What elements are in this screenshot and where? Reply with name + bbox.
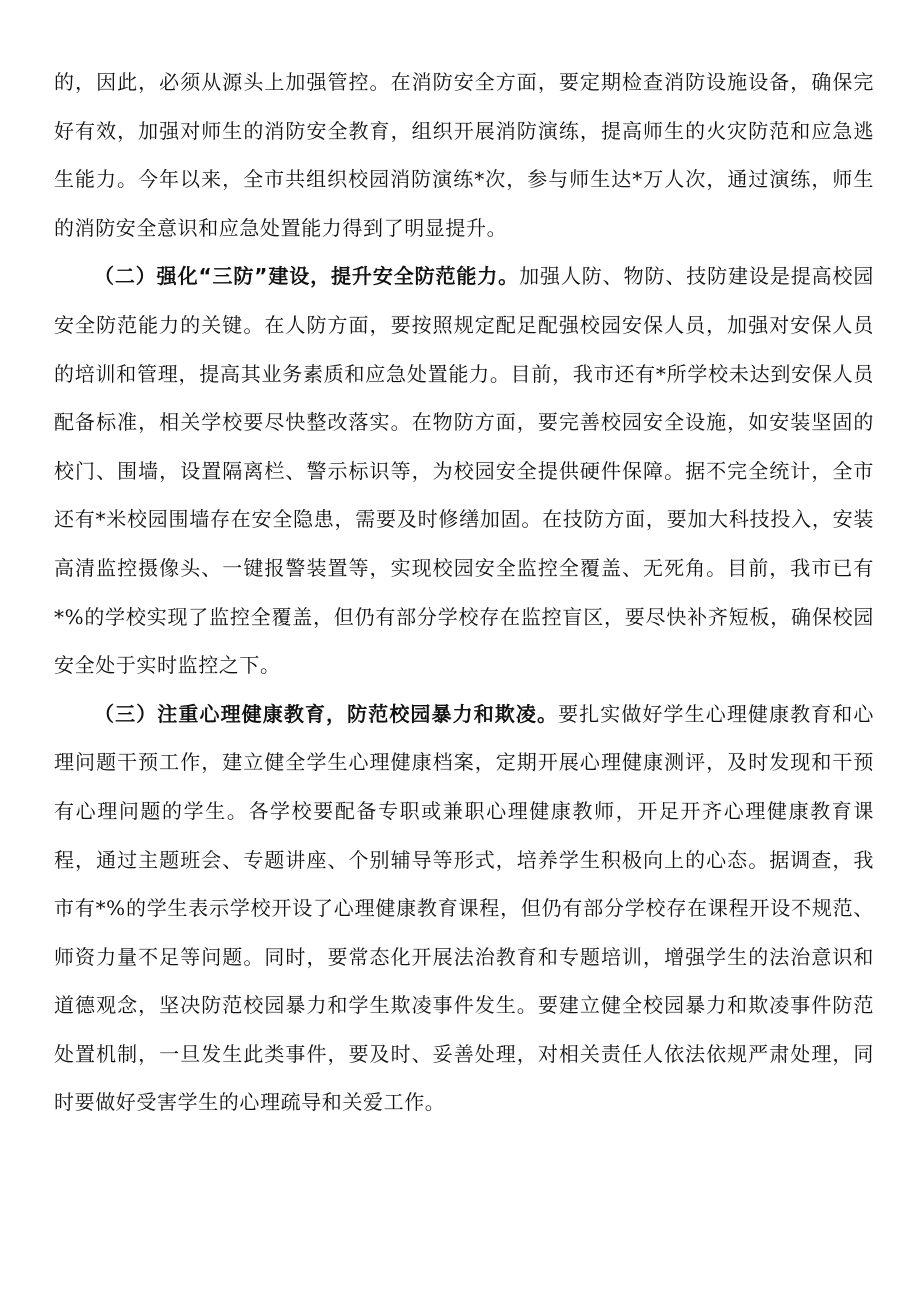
paragraph-continuation [54,58,874,252]
section-heading: （二）强化“三防”建设，提升安全防范能力。 [94,264,520,289]
paragraph-body: 加强人防、物防、技防建设是提高校园安全防范能力的关键。在人防方面，要按照规定配足配强校园安保人员，加强对安保人员的培训和管理，提高其业务素质和应急处置能力。目前，我市还有*所学校未达到安保人员配备标准，相关学校要尽快整改落实。在物防方面，要完善校园安全设施，如安装坚固的校门、围墙，设置隔离栏、警示标识等，为校园安全提供硬件保障。据不完全统计，全市还有*米校园围墙存在安全隐患，需要及时修缮加固。在技防方面，要加大科技投入，安装高清监控摄像头、一键报警装置等，实现校园安全监控全覆盖、无死角。目前，我市已有*%的学校实现了监控全覆盖，但仍有部分学校存在监控盲区，要尽快补齐短板，确保校园安全处于实时监控之下。 [54,264,875,678]
paragraph-body: 的，因此，必须从源头上加强管控。在消防安全方面，要定期检查消防设施设备，确保完好有效，加强对师生的消防安全教育，组织开展消防演练，提高师生的火灾防范和应急逃生能力。今年以来，全市共组织校园消防演练*次，参与师生达*万人次，通过演练，师生的消防安全意识和应急处置能力得到了明显提升。 [54,70,874,240]
paragraph-body: 要扎实做好学生心理健康教育和心理问题干预工作，建立健全学生心理健康档案，定期开展心理健康测评，及时发现和干预有心理问题的学生。各学校要配备专职或兼职心理健康教师，开足开齐心理健康教育课程，通过主题班会、专题讲座、个别辅导等形式，培养学生积极向上的心态。据调查，我市有*%的学生表示学校开设了心理健康教育课程，但仍有部分学校存在课程开设不规范、师资力量不足等问题。同时，要常态化开展法治教育和专题培训，增强学生的法治意识和道德观念，坚决防范校园暴力和学生欺凌事件发生。要建立健全校园暴力和欺凌事件防范处置机制，一旦发生此类事件，要及时、妥善处理，对相关责任人依法依规严肃处理，同时要做好受害学生的心理疏导和关爱工作。 [54,701,874,1115]
paragraph-three-defenses [54,252,874,689]
section-heading: （三）注重心理健康教育，防范校园暴力和欺凌。 [94,701,559,726]
paragraph-mental-health [54,690,874,1127]
document-page [54,58,874,1127]
